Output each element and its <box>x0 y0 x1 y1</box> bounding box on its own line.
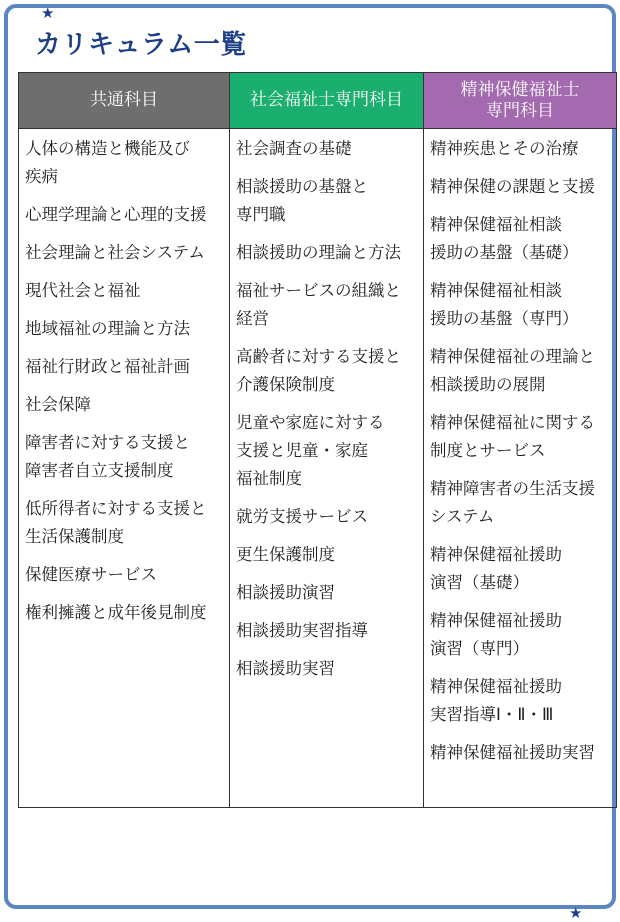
course-list-social-worker <box>230 129 423 693</box>
list-item: 就労支援サービス <box>236 507 368 526</box>
course-list-psychiatric-social-worker <box>424 129 616 777</box>
list-item: 相談援助の基盤と 専門職 <box>236 177 368 224</box>
list-item: 精神保健福祉の理論と 相談援助の展開 <box>430 347 595 394</box>
list-item: 人体の構造と機能及び 疾病 <box>25 139 190 186</box>
curriculum-frame <box>4 4 616 922</box>
list-item: 精神保健福祉援助 実習指導Ⅰ・Ⅱ・Ⅲ <box>430 677 562 724</box>
star-icon: ★ <box>41 4 55 22</box>
column-header-common: 共通科目 <box>19 73 229 129</box>
list-item: 精神保健福祉に関する 制度とサービス <box>430 413 595 460</box>
list-item: 相談援助実習 <box>236 659 335 678</box>
list-item: 心理学理論と心理的支援 <box>25 205 207 224</box>
list-item: 社会調査の基礎 <box>236 139 352 158</box>
list-item: 更生保護制度 <box>236 545 335 564</box>
list-item: 福祉サービスの組織と 経営 <box>236 281 401 328</box>
list-item: 相談援助の理論と方法 <box>236 243 401 262</box>
list-item: 保健医療サービス <box>25 565 157 584</box>
column-common <box>19 73 230 807</box>
list-item: 精神保健福祉相談 援助の基盤（基礎） <box>430 215 579 262</box>
list-item: 相談援助実習指導 <box>236 621 368 640</box>
list-item: 福祉行財政と福祉計画 <box>25 357 190 376</box>
list-item: 高齢者に対する支援と 介護保険制度 <box>236 347 401 394</box>
list-item: 相談援助演習 <box>236 583 335 602</box>
page-title: カリキュラム一覧 <box>35 30 247 60</box>
list-item: 精神保健の課題と支援 <box>430 177 595 196</box>
curriculum-table <box>18 72 617 808</box>
list-item: 権利擁護と成年後見制度 <box>25 603 207 622</box>
star-icon: ★ <box>569 904 583 922</box>
list-item: 精神保健福祉援助 演習（基礎） <box>430 545 562 592</box>
list-item: 児童や家庭に対する 支援と児童・家庭 福祉制度 <box>236 413 385 488</box>
list-item: 現代社会と福祉 <box>25 281 141 300</box>
column-header-psychiatric-social-worker: 精神保健福祉士 専門科目 <box>424 73 616 129</box>
list-item: 障害者に対する支援と 障害者自立支援制度 <box>25 433 190 480</box>
list-item: 精神保健福祉相談 援助の基盤（専門） <box>430 281 579 328</box>
list-item: 精神疾患とその治療 <box>430 139 579 158</box>
list-item: 精神保健福祉援助実習 <box>430 743 595 762</box>
column-header-social-worker: 社会福祉士専門科目 <box>230 73 423 129</box>
column-social-worker <box>230 73 424 807</box>
list-item: 低所得者に対する支援と 生活保護制度 <box>25 499 207 546</box>
list-item: 地域福祉の理論と方法 <box>25 319 190 338</box>
course-list-common <box>19 129 229 637</box>
list-item: 社会保障 <box>25 395 91 414</box>
column-psychiatric-social-worker <box>424 73 616 807</box>
list-item: 精神保健福祉援助 演習（専門） <box>430 611 562 658</box>
list-item: 精神障害者の生活支援 システム <box>430 479 595 526</box>
list-item: 社会理論と社会システム <box>25 243 205 262</box>
